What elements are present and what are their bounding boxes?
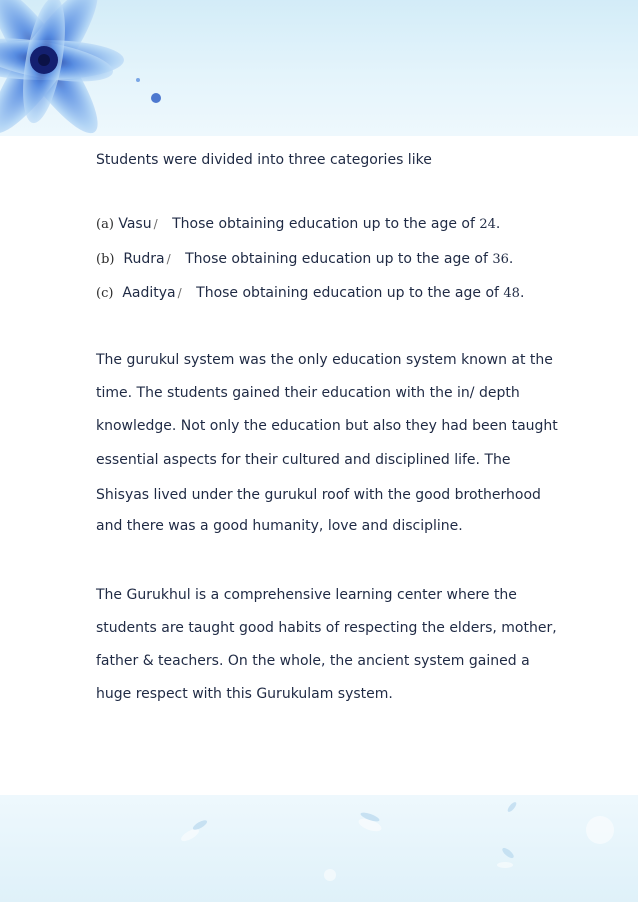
category-slash: / <box>153 217 158 231</box>
intro-text: Students were divided into three categories like <box>96 152 432 168</box>
category-age: 48 <box>503 286 520 301</box>
category-description: Those obtaining education up to the age of <box>172 216 475 232</box>
header-decoration <box>0 0 638 136</box>
category-end: . <box>495 216 501 232</box>
petals-icon <box>0 795 638 902</box>
category-marker: (c) <box>96 286 114 301</box>
category-item <box>96 214 500 235</box>
category-age: 36 <box>492 252 509 267</box>
paragraph-line: Shisyas lived under the gurukul roof with the good brotherhood <box>96 487 541 503</box>
paragraph-line: huge respect with this Gurukulam system. <box>96 686 393 702</box>
category-end: . <box>508 251 514 267</box>
category-name: Aaditya <box>122 285 176 301</box>
paragraph-line: knowledge. Not only the education but also they had been taught <box>96 418 558 434</box>
category-name: Vasu <box>118 216 152 232</box>
category-slash: / <box>177 286 182 300</box>
category-name: Rudra <box>123 251 165 267</box>
category-item <box>96 283 524 304</box>
paragraph-line: The gurukul system was the only education system known at the <box>96 352 553 368</box>
paragraph-line: time. The students gained their education with the in/ depth <box>96 385 520 401</box>
category-end: . <box>519 285 525 301</box>
lily-flower-icon <box>0 0 180 136</box>
paragraph-line: The Gurukhul is a comprehensive learning center where the <box>96 587 517 603</box>
category-description: Those obtaining education up to the age of <box>196 285 499 301</box>
paragraph-line: students are taught good habits of respecting the elders, mother, <box>96 620 557 636</box>
category-description: Those obtaining education up to the age of <box>185 251 488 267</box>
category-item <box>96 249 513 270</box>
category-marker: (b) <box>96 252 115 267</box>
footer-decoration <box>0 795 638 902</box>
category-slash: / <box>166 252 171 266</box>
category-age: 24 <box>479 217 496 232</box>
paragraph-line: father & teachers. On the whole, the ancient system gained a <box>96 653 530 669</box>
paragraph-line: essential aspects for their cultured and disciplined life. The <box>96 452 511 468</box>
paragraph-line: and there was a good humanity, love and discipline. <box>96 518 463 534</box>
category-marker: (a) <box>96 217 114 232</box>
